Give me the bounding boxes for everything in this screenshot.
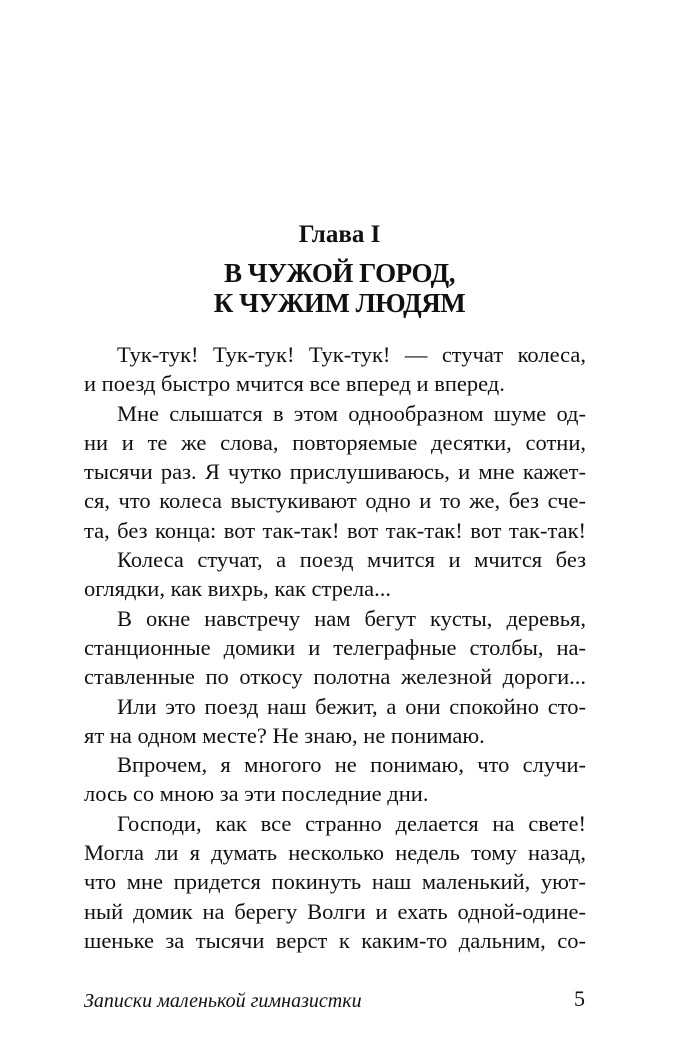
text-line: Могла ли я думать несколько недель тому назад,: [84, 840, 586, 866]
chapter-body-text: [84, 340, 586, 955]
text-line: тысячи раз. Я чутко прислушиваюсь, и мне кажет-: [84, 459, 586, 485]
text-line: и поезд быстро мчится все вперед и вперед.: [84, 371, 505, 397]
text-line: ставленные по откосу полотна железной дороги...: [84, 664, 586, 690]
running-footer-title: Записки маленькой гимназистки: [84, 990, 362, 1012]
text-line: та, без конца: вот так-так! вот так-так! вот так-так!: [84, 517, 586, 543]
text-line: ят на одном месте? Не знаю, не понимаю.: [84, 722, 485, 748]
text-line: Тук-тук! Тук-тук! Тук-тук! — стучат колеса,: [117, 342, 586, 367]
text-line: шеньке за тысячи верст к каким-то дальним, со-: [84, 927, 586, 953]
text-line: оглядки, как вихрь, как стрела...: [84, 576, 391, 602]
text-line: ни и те же слова, повторяемые десятки, сотни,: [84, 429, 586, 455]
text-line: Колеса стучат, а поезд мчится и мчится без: [117, 547, 586, 573]
text-line: Мне слышатся в этом однообразном шуме од-: [117, 400, 586, 426]
text-line: что мне придется покинуть наш маленький, уют-: [84, 869, 586, 895]
text-line: Господи, как все странно делается на свете!: [117, 810, 586, 836]
chapter-label: Глава I: [298, 221, 381, 248]
chapter-title-line: К ЧУЖИМ ЛЮДЯМ: [213, 288, 466, 318]
text-line: Или это поезд наш бежит, а они спокойно сто-: [117, 693, 586, 719]
text-line: ный домик на берегу Волги и ехать одной-одине-: [84, 898, 586, 924]
text-line: станционные домики и телеграфные столбы, на-: [84, 634, 586, 660]
chapter-title-line: В ЧУЖОЙ ГОРОД,: [224, 258, 455, 288]
page-number: 5: [574, 986, 585, 1011]
text-line: лось со мною за эти последние дни.: [84, 781, 429, 807]
text-line: В окне навстречу нам бегут кусты, деревья,: [117, 605, 586, 631]
chapter-title: [0, 258, 679, 318]
text-line: Впрочем, я многого не понимаю, что случи-: [117, 752, 586, 778]
text-line: ся, что колеса выстукивают одно и то же, без сче-: [84, 488, 586, 514]
